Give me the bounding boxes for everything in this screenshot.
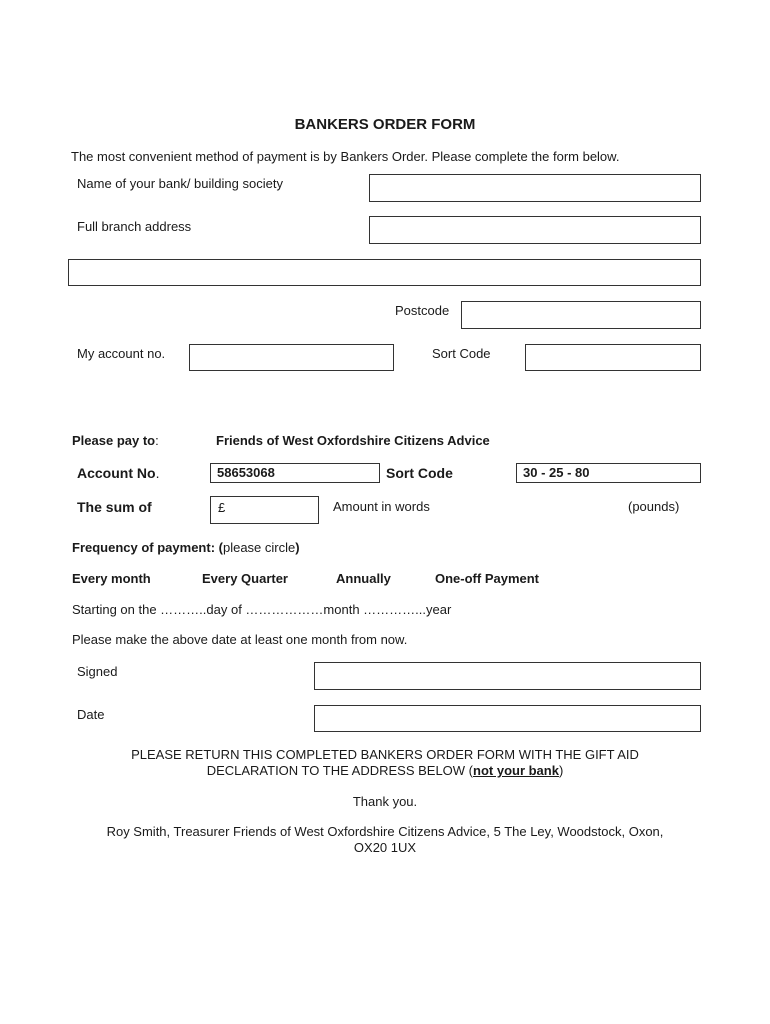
signed-label: Signed — [77, 664, 118, 679]
account-no-field[interactable] — [189, 344, 394, 371]
not-your-bank-emphasis: not your bank — [473, 763, 559, 778]
branch-address-line2-field[interactable] — [68, 259, 701, 286]
date-field[interactable] — [314, 705, 701, 732]
frequency-label: Frequency of payment: (please circle) — [72, 540, 300, 555]
frequency-option-quarterly[interactable]: Every Quarter — [202, 571, 288, 586]
sort-code-field[interactable] — [525, 344, 701, 371]
payee-name: Friends of West Oxfordshire Citizens Advice — [216, 433, 490, 448]
intro-text: The most convenient method of payment is by Bankers Order. Please complete the form below. — [71, 149, 620, 164]
bank-name-field[interactable] — [369, 174, 701, 202]
return-instruction-line2: DECLARATION TO THE ADDRESS BELOW (not your bank) — [206, 763, 564, 778]
account-no-label: My account no. — [77, 346, 166, 361]
sort-code-label: Sort Code — [432, 346, 491, 361]
sum-field[interactable]: £ — [210, 496, 319, 524]
form-title: BANKERS ORDER FORM — [294, 116, 476, 133]
thank-you-text: Thank you. — [352, 794, 418, 809]
signed-field[interactable] — [314, 662, 701, 690]
pay-to-label: Please pay to: — [72, 433, 159, 448]
return-instruction-line1: PLEASE RETURN THIS COMPLETED BANKERS ORDER FORM WITH THE GIFT AID — [131, 747, 639, 762]
frequency-option-one-off[interactable]: One-off Payment — [435, 571, 540, 586]
treasurer-address-line1: Roy Smith, Treasurer Friends of West Oxfordshire Citizens Advice, 5 The Ley, Woodstock, Oxon, — [106, 824, 664, 839]
bank-name-label: Name of your bank/ building society — [77, 176, 283, 191]
payee-account-label: Account No. — [77, 465, 160, 481]
postcode-field[interactable] — [461, 301, 701, 329]
payee-sort-code-label: Sort Code — [386, 465, 453, 481]
sum-label: The sum of — [77, 499, 152, 515]
frequency-option-monthly[interactable]: Every month — [72, 571, 151, 586]
amount-words-label: Amount in words — [333, 499, 430, 514]
postcode-label: Postcode — [395, 303, 450, 318]
starting-date-line: Starting on the ………..day of ………………month …………...year — [72, 602, 452, 617]
treasurer-address-line2: OX20 1UX — [353, 840, 417, 855]
frequency-option-annually[interactable]: Annually — [336, 571, 391, 586]
payee-account-field: 58653068 — [210, 463, 380, 483]
starting-date-note: Please make the above date at least one month from now. — [72, 632, 408, 647]
branch-address-label: Full branch address — [77, 219, 192, 234]
date-label: Date — [77, 707, 105, 722]
pounds-label: (pounds) — [628, 499, 680, 514]
branch-address-field[interactable] — [369, 216, 701, 244]
payee-sort-code-field: 30 - 25 - 80 — [516, 463, 701, 483]
